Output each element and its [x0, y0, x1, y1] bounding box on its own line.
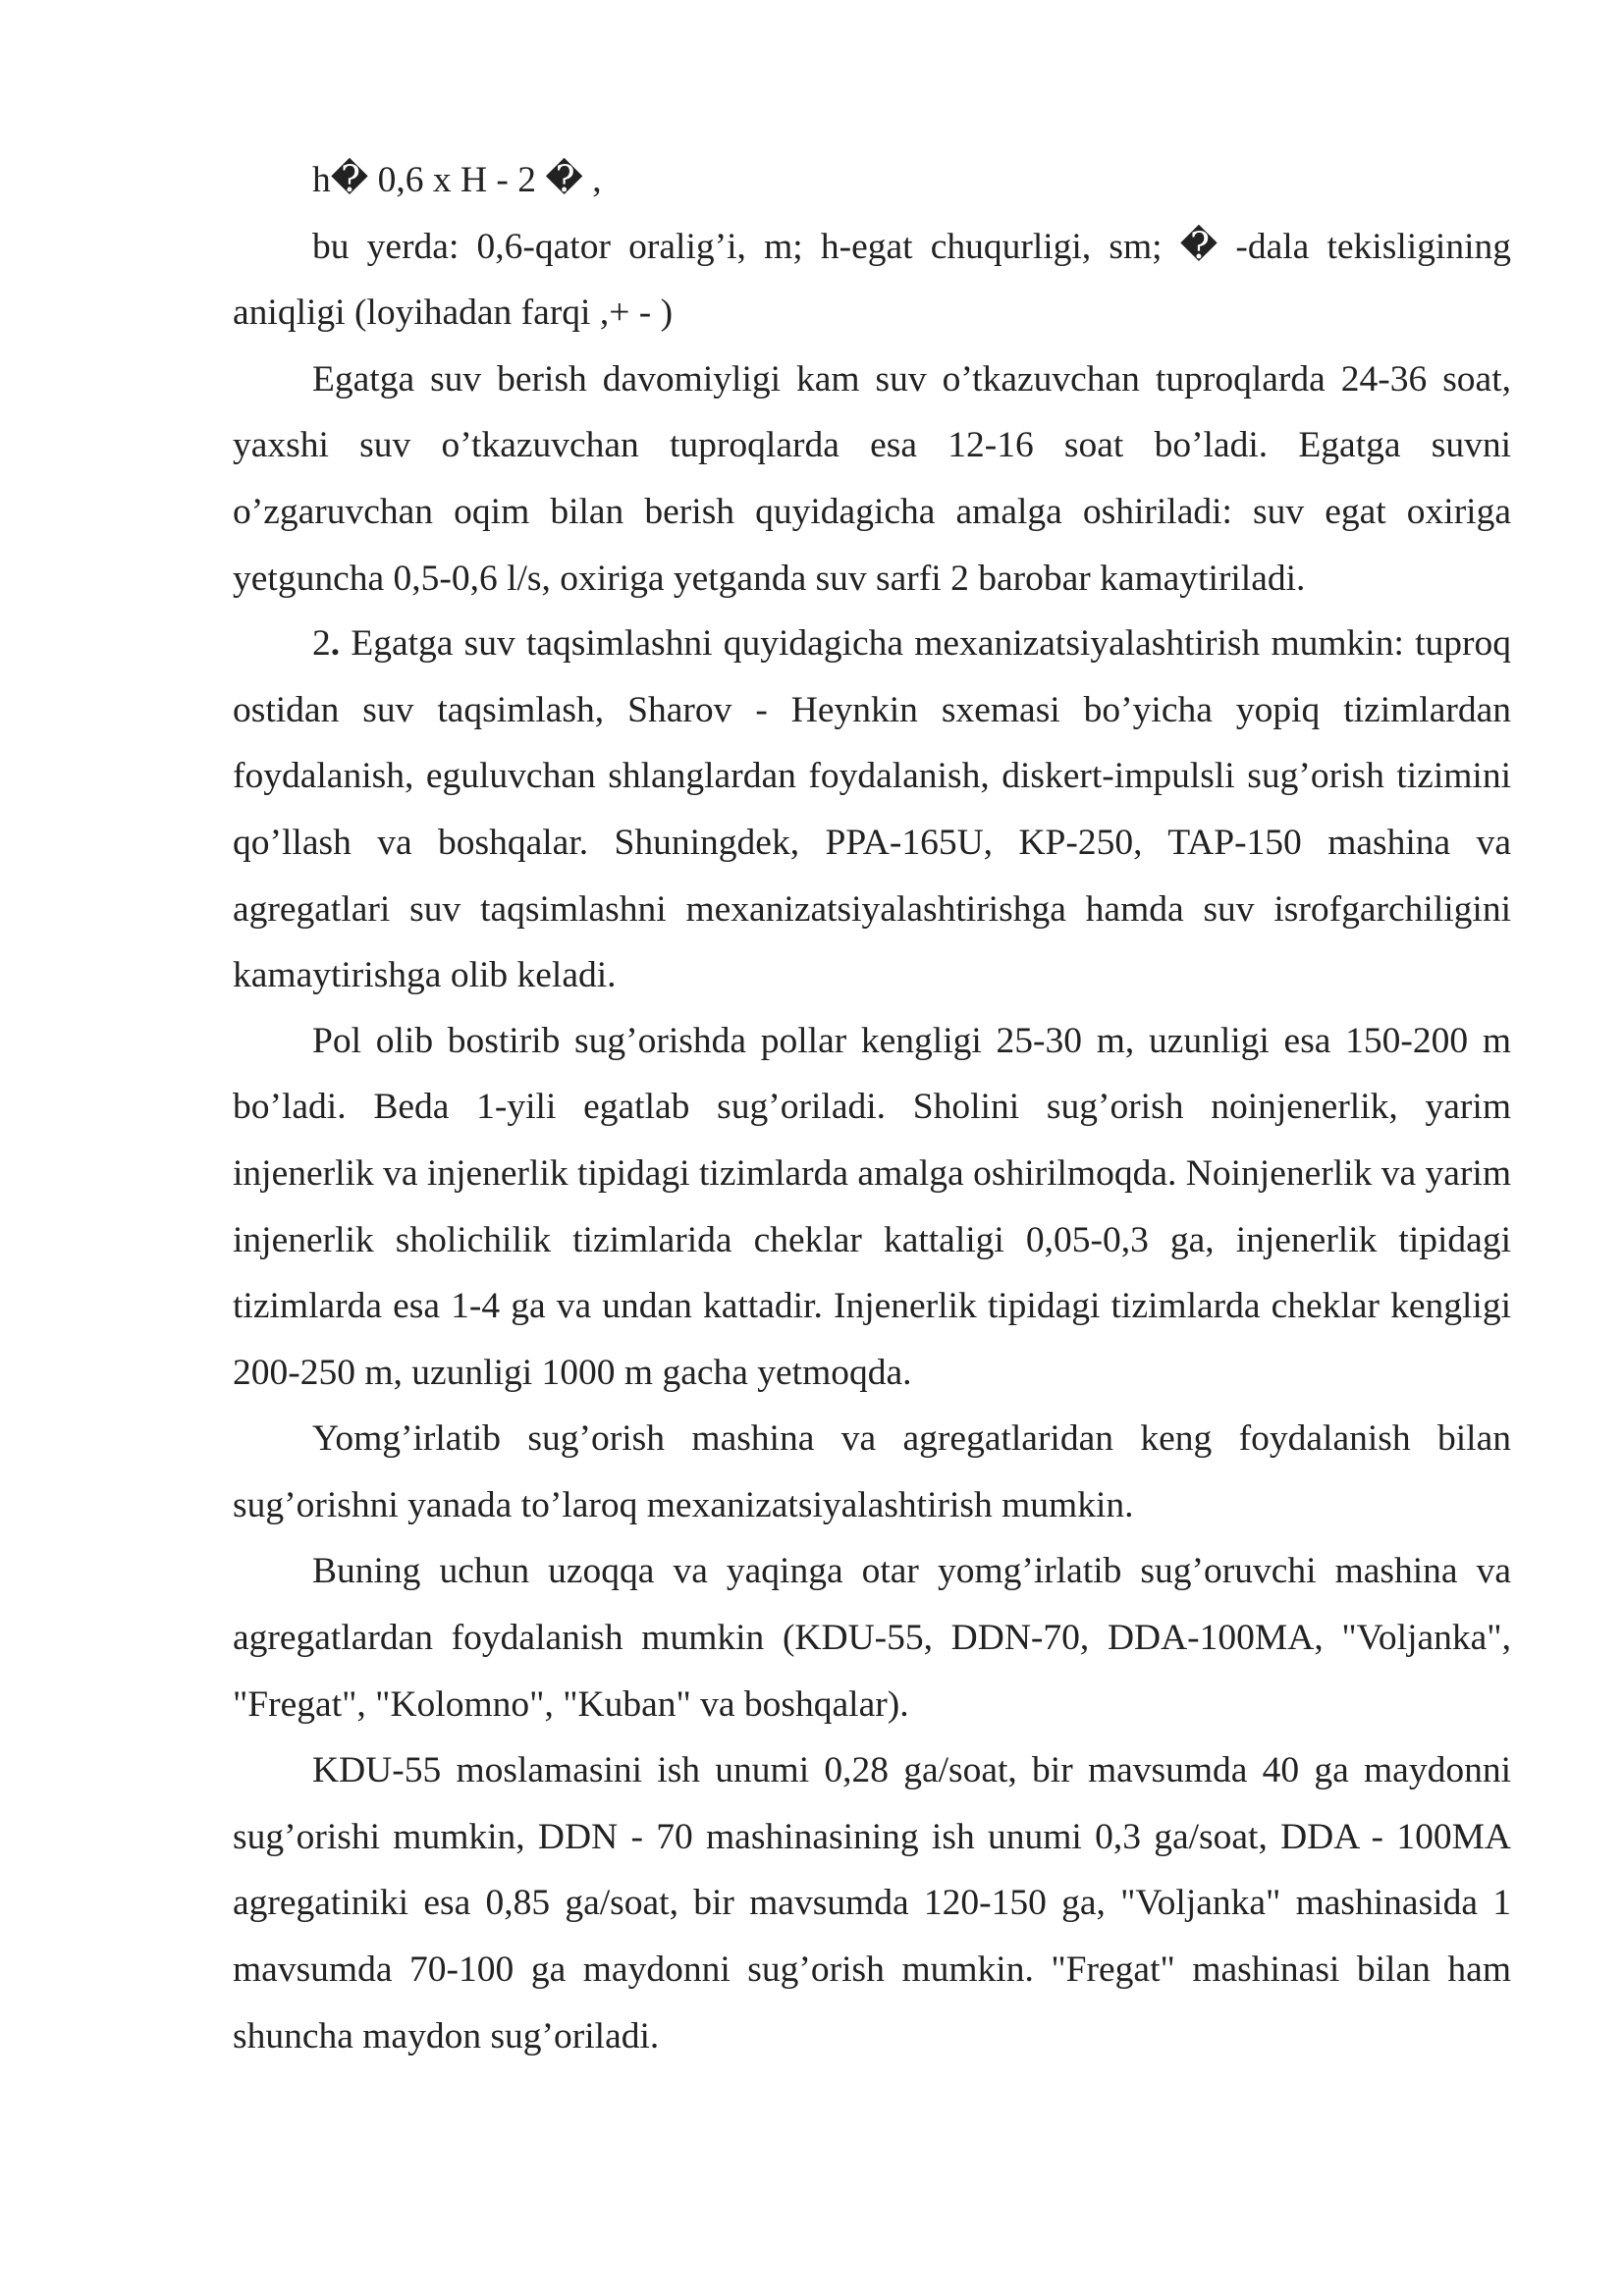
- paragraph-egat-mechanization-text: Egatga suv taqsimlashni quyidagicha mexanizatsiyalashtirish mumkin: tuproq ostidan suv taqsimlash, Sharov - Heynkin sxemasi bo’yicha yopiq tizimlardan foydalanish, eguluvchan shlanglardan foydalanish, diskert-impulsli sug’orish tizimini qo’llash va boshqalar. Shuningdek, PPA-165U, KP-250, TAP-150 mashina va agregatlari suv taqsimlashni mexanizatsiyalashtirishga hamda suv isrofgarchiligini kamaytirishga olib keladi.: [233, 623, 1511, 996]
- paragraph-pol-irrigation: Pol olib bostirib sug’orishda pollar kengligi 25-30 m, uzunligi esa 150-200 m bo’ladi. Beda 1-yili egatlab sug’oriladi. Sholini sug’orish noinjenerlik, yarim injenerlik va injenerlik tipidagi tizimlarda amalga oshirilmoqda. Noinjenerlik va yarim injenerlik sholichilik tizimlarida cheklar kattaligi 0,05-0,3 ga, injenerlik tipidagi tizimlarda esa 1-4 ga va undan kattadir. Injenerlik tipidagi tizimlarda cheklar kengligi 200-250 m, uzunligi 1000 m gacha yetmoqda.: [233, 1020, 1511, 1393]
- formula-line: h� 0,6 x H - 2 � ,: [312, 160, 602, 200]
- paragraph-number: 2: [312, 623, 331, 665]
- paragraph-sprinkler-machines: Buning uchun uzoqqa va yaqinga otar yomg’irlatib sug’oruvchi mashina va agregatlardan foydalanish mumkin (KDU-55, DDN-70, DDA-100MA, "Voljanka", "Fregat", "Kolomno", "Kuban" va boshqalar).: [233, 1551, 1511, 1725]
- paragraph-sprinkler-intro: Yomg’irlatib sug’orish mashina va agregatlaridan keng foydalanish bilan sug’orishni yanada to’laroq mexanizatsiyalashtirish mumkin.: [233, 1418, 1511, 1525]
- document-body: [233, 147, 1511, 2069]
- paragraph-egat-duration: Egatga suv berish davomiyligi kam suv o’tkazuvchan tuproqlarda 24-36 soat, yaxshi suv o’tkazuvchan tuproqlarda esa 12-16 soat bo’ladi. Egatga suvni o’zgaruvchan oqim bilan berish quyidagicha amalga oshiriladi: suv egat oxiriga yetguncha 0,5-0,6 l/s, oxiriga yetganda suv sarfi 2 barobar kamaytiriladi.: [233, 358, 1511, 599]
- paragraph-kdu-performance: KDU-55 moslamasini ish unumi 0,28 ga/soat, bir mavsumda 40 ga maydonni sug’orishi mumkin, DDN - 70 mashinasining ish unumi 0,3 ga/soat, DDA - 100MA agregatiniki esa 0,85 ga/soat, bir mavsumda 120-150 ga, "Voljanka" mashinasida 1 mavsumda 70-100 ga maydonni sug’orish mumkin. "Fregat" mashinasi bilan ham shuncha maydon sug’oriladi.: [233, 1750, 1511, 2056]
- formula-legend-paragraph: bu yerda: 0,6-qator oralig’i, m; h-egat chuqurligi, sm; � -dala tekisligining aniqligi (loyihadan farqi ,+ - ): [233, 226, 1511, 334]
- paragraph-egat-mechanization: [233, 611, 1511, 1009]
- paragraph-number-dot: .: [330, 623, 341, 665]
